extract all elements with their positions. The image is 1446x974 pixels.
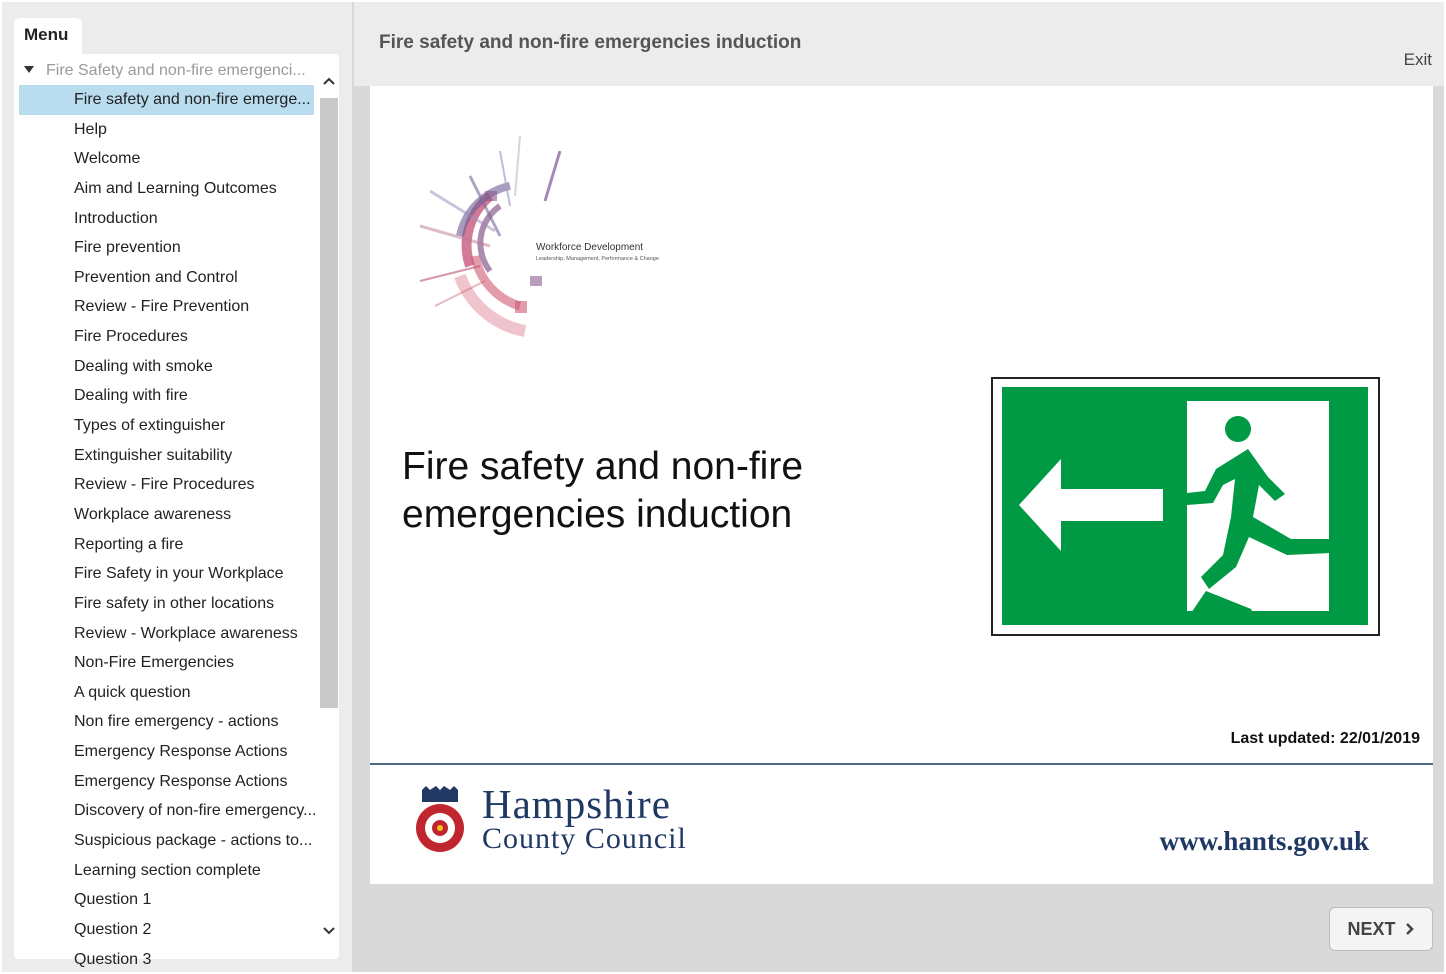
menu-item[interactable]: Review - Fire Prevention <box>74 298 250 316</box>
slide <box>370 86 1433 884</box>
menu-item[interactable]: Aim and Learning Outcomes <box>74 179 277 197</box>
workforce-development-logo <box>390 116 550 341</box>
main-area <box>354 2 1444 972</box>
menu-item[interactable]: Fire Safety in your Workplace <box>74 565 284 583</box>
menu-panel <box>14 54 339 968</box>
fire-exit-sign-image <box>991 377 1383 639</box>
menu-group-label: Fire Safety and non-fire emergenci... <box>46 62 306 79</box>
website-url: www.hants.gov.uk <box>1159 826 1369 856</box>
menu-item[interactable]: Help <box>74 120 107 138</box>
menu-item[interactable]: Welcome <box>74 150 141 168</box>
menu-item[interactable]: Fire prevention <box>74 239 181 257</box>
menu-tab[interactable]: Menu <box>14 18 82 54</box>
menu-item[interactable]: A quick question <box>74 683 191 701</box>
sidebar <box>2 2 352 972</box>
logo-subtitle: Leadership, Management, Performance & Change <box>536 256 659 262</box>
chevron-right-icon <box>1405 922 1415 936</box>
next-button[interactable] <box>1329 907 1433 951</box>
menu-group-header[interactable] <box>20 60 310 82</box>
menu-item[interactable]: Dealing with smoke <box>74 357 213 375</box>
council-line2: County Council <box>482 822 687 855</box>
council-line1: Hampshire <box>482 781 671 827</box>
exit-link[interactable]: Exit <box>1403 50 1432 69</box>
menu-item[interactable]: Workplace awareness <box>74 505 232 523</box>
menu-item[interactable]: Fire safety and non-fire emerge... <box>19 85 314 115</box>
page-title: Fire safety and non-fire emergencies induction <box>379 32 802 53</box>
menu-item[interactable]: Discovery of non-fire emergency... <box>74 802 317 820</box>
app-window <box>2 2 1444 972</box>
menu-item[interactable]: Non-Fire Emergencies <box>74 654 235 672</box>
slide-title: Fire safety and non-fire emergencies induction <box>402 445 804 536</box>
menu-item[interactable]: Extinguisher suitability <box>74 446 233 464</box>
menu-item[interactable]: Fire Procedures <box>74 328 188 346</box>
caret-down-icon <box>24 66 34 73</box>
last-updated: Last updated: 22/01/2019 <box>1230 730 1420 747</box>
menu-item[interactable]: Emergency Response Actions <box>74 743 288 761</box>
menu-item[interactable]: Reporting a fire <box>74 535 184 553</box>
menu-item[interactable]: Fire safety in other locations <box>74 594 275 612</box>
hampshire-crest-icon <box>414 786 466 858</box>
menu-item[interactable]: Dealing with fire <box>74 387 188 405</box>
logo-title: Workforce Development <box>536 242 644 253</box>
menu-item[interactable]: Question 3 <box>74 950 152 968</box>
menu-list <box>14 85 319 974</box>
menu-item[interactable]: Review - Fire Procedures <box>74 476 255 494</box>
menu-item[interactable]: Suspicious package - actions to... <box>74 832 313 850</box>
menu-item[interactable]: Non fire emergency - actions <box>74 713 279 731</box>
scroll-down-icon[interactable] <box>320 922 338 942</box>
menu-item[interactable]: Prevention and Control <box>74 268 238 286</box>
scrollbar-thumb[interactable] <box>320 98 338 708</box>
menu-item[interactable]: Learning section complete <box>74 861 261 879</box>
header <box>354 2 1444 86</box>
menu-item[interactable]: Question 1 <box>74 891 152 909</box>
next-button-label: NEXT <box>1347 919 1396 939</box>
menu-item[interactable]: Introduction <box>74 209 158 227</box>
council-name <box>482 781 687 855</box>
menu-item[interactable]: Emergency Response Actions <box>74 772 288 790</box>
menu-item[interactable]: Question 2 <box>74 920 152 938</box>
scroll-up-icon[interactable] <box>320 72 338 92</box>
menu-item[interactable]: Review - Workplace awareness <box>74 624 298 642</box>
divider <box>370 763 1433 765</box>
menu-item[interactable]: Types of extinguisher <box>74 417 226 435</box>
